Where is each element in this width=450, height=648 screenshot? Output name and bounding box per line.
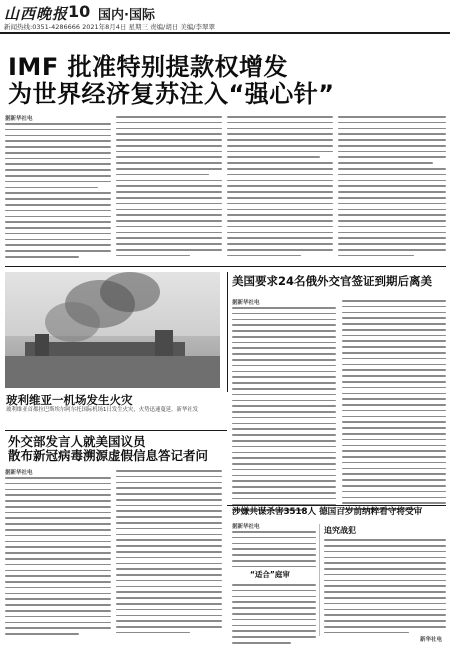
column-divider: [227, 272, 228, 392]
lead-col-4: [338, 116, 446, 261]
lead-byline: 据新华社电: [5, 116, 33, 122]
section-divider: [5, 266, 446, 267]
germany-headline: 涉嫌共谋杀害3518人 德国百岁前纳粹看守将受审: [232, 507, 423, 517]
diplomat-byline: 据新华社电: [5, 470, 33, 476]
germany-subhead: “适合”庭审: [250, 570, 290, 580]
lead-headline-line1: IMF 批准特别提款权增发: [8, 53, 289, 81]
newspaper-logo: 山西晚报: [4, 5, 69, 23]
lead-col-3: [227, 116, 333, 261]
sidebar-title: 追究战犯: [324, 526, 356, 535]
diplomat-headline-line2: 散布新冠病毒溯源虚假信息答记者问: [8, 448, 209, 464]
lead-headline-line2: 为世界经济复苏注入“强心针”: [8, 80, 335, 108]
masthead-subline: 新闻热线:0351-4286666 2021年8月4日 星期三 责编/胡日 美编/李翠翠: [4, 23, 215, 31]
us-headline: 美国要求24名俄外交官签证到期后离美: [232, 274, 433, 288]
fire-photo: [5, 272, 220, 388]
diplomat-col-1: [5, 470, 111, 639]
us-col-1: [232, 300, 336, 515]
sidebar-box: [320, 526, 446, 644]
diplomat-headline-line1: 外交部发言人就美国议员: [8, 434, 146, 449]
germany-col-1: [232, 524, 316, 648]
diplomat-headline: [8, 435, 226, 464]
lead-col-1: [5, 116, 111, 262]
page-number: 10: [68, 2, 91, 21]
section-divider-2: [5, 430, 227, 431]
lead-col-2: [116, 116, 222, 261]
us-col-2: [342, 300, 446, 514]
photo-caption: 玻利维亚首都拉巴斯埃尔阿尔托国际机场1日发生火灾，火势迅速蔓延。新华社发: [6, 407, 199, 413]
section-title: 国内·国际: [98, 8, 155, 23]
diplomat-col-2: [116, 470, 222, 638]
section-divider-3: [227, 505, 446, 506]
lead-headline: [8, 54, 448, 108]
germany-byline: 据新华社电: [232, 524, 260, 530]
us-byline: 据新华社电: [232, 300, 260, 306]
photo-title: 玻利维亚一机场发生火灾: [6, 393, 133, 407]
sidebar-byline: 新华社电: [419, 637, 442, 644]
